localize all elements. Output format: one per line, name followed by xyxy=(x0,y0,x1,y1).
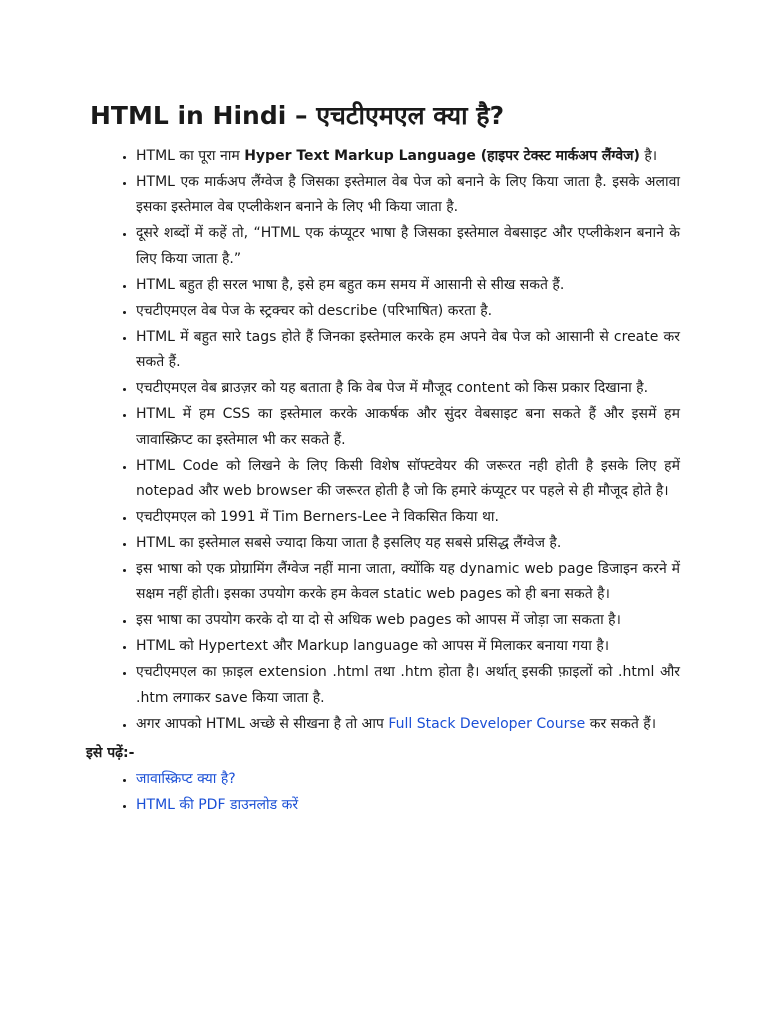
read-more-heading: इसे पढ़ें:- xyxy=(86,745,135,762)
read-more-links xyxy=(90,767,680,818)
list-item: • HTML में हम CSS का इस्तेमाल करके आकर्षक और सुंदर वेबसाइट बना सकते हैं और इसमें हम जावास्क्रिप्ट का इस्तेमाल भी कर सकते हैं. xyxy=(136,402,680,453)
full-stack-course-link[interactable]: Full Stack Developer Course xyxy=(388,715,586,732)
javascript-article-link[interactable]: जावास्क्रिप्ट क्या है? xyxy=(136,771,236,788)
list-item: • इस भाषा को एक प्रोग्रामिंग लैंग्वेज नहीं माना जाता, क्योंकि यह dynamic web page डिजाइन करने में सक्षम नहीं होती। इसका उपयोग करके हम केवल static web pages को ही बना सकते है। xyxy=(136,557,680,608)
html-facts-list xyxy=(90,144,680,737)
list-item: • HTML का इस्तेमाल सबसे ज्यादा किया जाता है इसलिए यह सबसे प्रसिद्ध लैंग्वेज है. xyxy=(136,531,680,557)
list-item xyxy=(136,712,680,738)
list-item-text: अगर आपको HTML अच्छे से सीखना है तो आप xyxy=(136,715,389,732)
list-item: • HTML बहुत ही सरल भाषा है, इसे हम बहुत कम समय में आसानी से सीख सकते हैं. xyxy=(136,273,680,299)
list-item: • दूसरे शब्दों में कहें तो, “HTML एक कंप्यूटर भाषा है जिसका इस्तेमाल वेबसाइट और एप्लीकेशन बनाने के लिए किया जाता है.” xyxy=(136,221,680,272)
list-item-text: HTML का पूरा नाम xyxy=(136,148,245,164)
list-item: • एचटीएमएल का फ़ाइल extension .html तथा .htm होता है। अर्थात् इसकी फ़ाइलों को .html और .htm लगाकर save किया जाता है. xyxy=(136,660,680,711)
list-item: • एचटीएमएल वेब पेज के स्ट्रक्चर को describe (परिभाषित) करता है. xyxy=(136,299,680,325)
list-item: • HTML में बहुत सारे tags होते हैं जिनका इस्तेमाल करके हम अपने वेब पेज को आसानी से create कर सकते हैं. xyxy=(136,325,680,376)
list-item xyxy=(136,144,680,170)
list-item: • एचटीएमएल वेब ब्राउज़र को यह बताता है कि वेब पेज में मौजूद content को किस प्रकार दिखाना है. xyxy=(136,376,680,402)
list-item: • HTML एक मार्कअप लैंग्वेज है जिसका इस्तेमाल वेब पेज को बनाने के लिए किया जाता है. इसके अलावा इसका इस्तेमाल वेब एप्लीकेशन बनाने के लिए भी किया जाता है. xyxy=(136,170,680,221)
list-item: • एचटीएमएल को 1991 में Tim Berners-Lee ने विकसित किया था. xyxy=(136,505,680,531)
page-title: HTML in Hindi – एचटीएमएल क्या है? xyxy=(90,101,505,130)
list-item xyxy=(136,767,680,793)
list-item-text: है। xyxy=(639,148,658,164)
list-item: • HTML को Hypertext और Markup language को आपस में मिलाकर बनाया गया है। xyxy=(136,634,680,660)
list-item xyxy=(136,793,680,819)
list-item-text: कर सकते हैं। xyxy=(585,715,657,732)
list-item: • इस भाषा का उपयोग करके दो या दो से अधिक web pages को आपस में जोड़ा जा सकता है। xyxy=(136,608,680,634)
list-item: • HTML Code को लिखने के लिए किसी विशेष सॉफ्टवेयर की जरूरत नही होती है इसके लिए हमें notepad और web browser की जरूरत होती है जो कि हमारे कंप्यूटर पर पहले से ही मौजूद होते है। xyxy=(136,454,680,505)
html-pdf-download-link[interactable]: HTML की PDF डाउनलोड करें xyxy=(136,797,299,813)
full-form-text: Hyper Text Markup Language (हाइपर टेक्स्ट मार्कअप लैंग्वेज) xyxy=(244,148,640,164)
